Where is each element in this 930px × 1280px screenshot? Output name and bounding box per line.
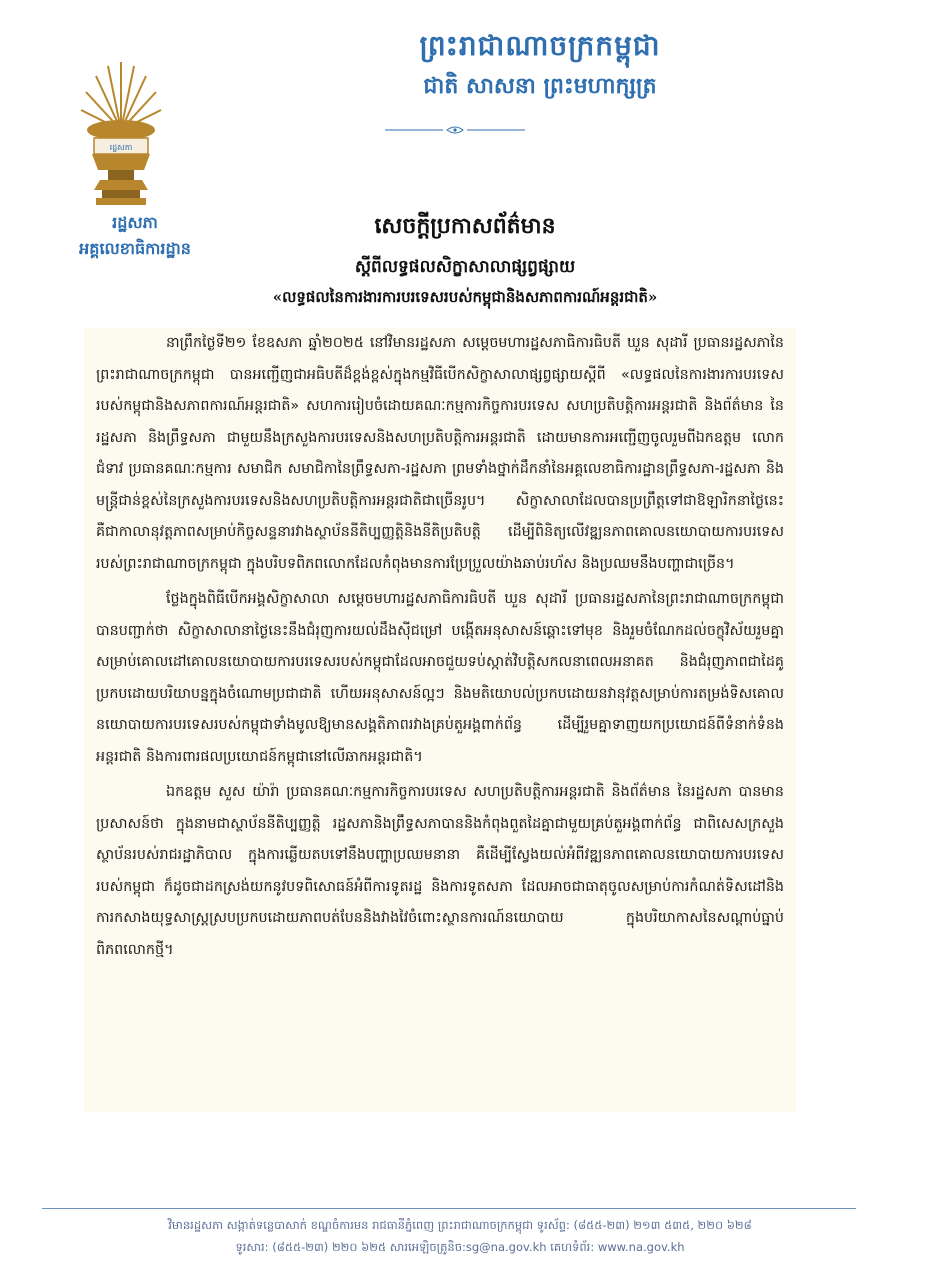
- national-assembly-emblem-icon: [78, 58, 164, 208]
- kingdom-title: ព្រះរាជាណាចក្រកម្ពុជា: [419, 29, 661, 62]
- emblem-label: រដ្ឋសភា: [109, 143, 133, 152]
- footer-divider: [42, 1208, 856, 1209]
- body-paragraph-3: ឯកឧត្តម សួស យ៉ារ៉ា ប្រធានគណៈកម្មការកិច្ចការបរទេស សហប្រតិបត្តិការអន្តរជាតិ និងព័ត៌មាន នៃរដ្ឋសភា បានមានប្រសាសន៍ថា ក្នុងនាមជាស្ថាប័ននីតិប្បញ្ញត្តិ រដ្ឋសភានិងព្រឹទ្ធសភាបាននិងកំពុងពួតដៃគ្នាជាមួយគ្រប់តួអង្គពាក់ព័ន្ធ ជាពិសេសក្រសួងស្ថាប័នរបស់រាជរដ្ឋាភិបាល ក្នុងការឆ្លើយតបទៅនឹងបញ្ហាប្រឈមនានា គឺដើម្បីស្វែងយល់អំពីវឌ្ឍនភាពគោលនយោបាយការបរទេសរបស់កម្ពុជា ក៏ដូចជាដកស្រង់យកនូវបទពិសោធន៍អំពីការទូតរដ្ឋ និងការទូតសភា ដែលអាចជាធាតុចូលសម្រាប់ការកំណត់ទិសដៅនិងការកសាងយុទ្ធសាស្ត្រស្របប្រកបដោយភាពបត់បែននិងវាងវៃចំពោះស្ថានការណ៍នយោបាយ ក្នុងបរិយាកាសនៃសណ្ដាប់ធ្នាប់ពិភពលោកថ្មី។: [96, 784, 784, 958]
- national-motto: ជាតិ សាសនា ព្រះមហាក្សត្រ: [423, 73, 657, 99]
- document-title: សេចក្ដីប្រកាសព័ត៌មាន: [374, 213, 556, 239]
- body-paragraph-2: ថ្លែងក្នុងពិធីបើកអង្គសិក្ខាសាលា សម្ដេចមហារដ្ឋសភាធិការធិបតី ឃួន សុដារី ប្រធានរដ្ឋសភានៃព្រះរាជាណាចក្រកម្ពុជា បានបញ្ជាក់ថា សិក្ខាសាលានាថ្ងៃនេះនឹងជំរុញការយល់ដឹងស៊ីជម្រៅ បង្កើតអនុសាសន៍ឆ្ពោះទៅមុខ និងរួមចំណែកដល់ចក្ខុវិស័យរួមគ្នា សម្រាប់គោលដៅគោលនយោបាយការបរទេសរបស់កម្ពុជាដែលអាចជួយទប់ស្កាត់វិបត្តិសកលនាពេលអនាគត និងជំរុញភាពជាដៃគូប្រកបដោយបរិយាបន្នក្នុងចំណោមប្រជាជាតិ ហើយអនុសាសន៍ល្អៗ និងមតិយោបល់ប្រកបដោយនវានុវត្តសម្រាប់ការតម្រង់ទិសគោលនយោបាយការបរទេសរបស់កម្ពុជាទាំងមូលឱ្យមានសង្គតិភាពរវាងគ្រប់តួអង្គពាក់ព័ន្ធ ដើម្បីរួមគ្នាទាញយកប្រយោជន៍ពីទំនាក់ទំនងអន្តរជាតិ និងការពារផលប្រយោជន៍កម្ពុជានៅលើឆាកអន្តរជាតិ។: [96, 591, 784, 765]
- press-release-body: [84, 328, 796, 1112]
- org-name-line2: អគ្គលេខាធិការដ្ឋាន: [79, 239, 191, 258]
- footer-address: វិមានរដ្ឋសភា សង្កាត់ទន្លេបាសាក់ ខណ្ឌចំការមន រាជធានីភ្នំពេញ ព្រះរាជាណាចក្រកម្ពុជា ទូរស័ព្ទ: (៨៥៥-២៣) ២១៣ ៥៣៥, ២២០ ៦២៨: [168, 1218, 752, 1232]
- body-paragraph-1: នាព្រឹកថ្ងៃទី២១ ខែឧសភា ឆ្នាំ២០២៥ នៅវិមានរដ្ឋសភា សម្ដេចមហារដ្ឋសភាធិការធិបតី ឃួន សុដារី ប្រធានរដ្ឋសភានៃព្រះរាជាណាចក្រកម្ពុជា បានអញ្ជើញជាអធិបតីដ៏ខ្ពង់ខ្ពស់ក្នុងកម្មវិធីបើកសិក្ខាសាលាផ្សព្វផ្សាយស្ដីពី «លទ្ធផលនៃការងារការបរទេសរបស់កម្ពុជានិងសភាពការណ៍អន្តរជាតិ» សហការរៀបចំដោយគណៈកម្មការកិច្ចការបរទេស សហប្រតិបត្តិការអន្តរជាតិ និងព័ត៌មាន នៃរដ្ឋសភា និងព្រឹទ្ធសភា ជាមួយនឹងក្រសួងការបរទេសនិងសហប្រតិបត្តិការអន្តរជាតិ ដោយមានការអញ្ជើញចូលរួមពីឯកឧត្ដម លោកជំទាវ ប្រធានគណៈកម្មការ សមាជិក សមាជិកានៃព្រឹទ្ធសភា-រដ្ឋសភា ព្រមទាំងថ្នាក់ដឹកនាំនៃអគ្គលេខាធិការដ្ឋានព្រឹទ្ធសភា-រដ្ឋសភា និងមន្ត្រីជាន់ខ្ពស់នៃក្រសួងការបរទេសនិងសហប្រតិបត្តិការអន្តរជាតិជាច្រើនរូប។ សិក្ខាសាលាដែលបានប្រព្រឹត្តទៅជាឱឡារិកនាថ្ងៃនេះ គឺជាកាលានុវត្តភាពសម្រាប់កិច្ចសន្ទនារវាងស្ថាប័ននីតិប្បញ្ញត្តិនិងនីតិប្រតិបត្តិ ដើម្បីពិនិត្យលើវឌ្ឍនភាពគោលនយោបាយការបរទេសរបស់ព្រះរាជាណាចក្រកម្ពុជា ក្នុងបរិបទពិភពលោកដែលកំពុងមានការប្រែប្រួលយ៉ាងឆាប់រហ័ស និងប្រឈមនឹងបញ្ហាជាច្រើន។: [96, 335, 784, 572]
- document-topic: «លទ្ធផលនៃការងារការបរទេសរបស់កម្ពុជានិងសភាពការណ៍អន្តរជាតិ»: [272, 288, 658, 306]
- divider-ornament-icon: [385, 124, 525, 136]
- org-name-line1: រដ្ឋសភា: [112, 213, 158, 232]
- footer-contact: ទូរសារ: (៨៥៥-២៣) ២២០ ៦២៥ សារអេឡិចត្រូនិច:sg@na.gov.kh គេហទំព័រ: www.na.gov.kh: [235, 1240, 685, 1254]
- document-subtitle: ស្ដីពីលទ្ធផលសិក្ខាសាលាផ្សព្វផ្សាយ: [354, 257, 576, 277]
